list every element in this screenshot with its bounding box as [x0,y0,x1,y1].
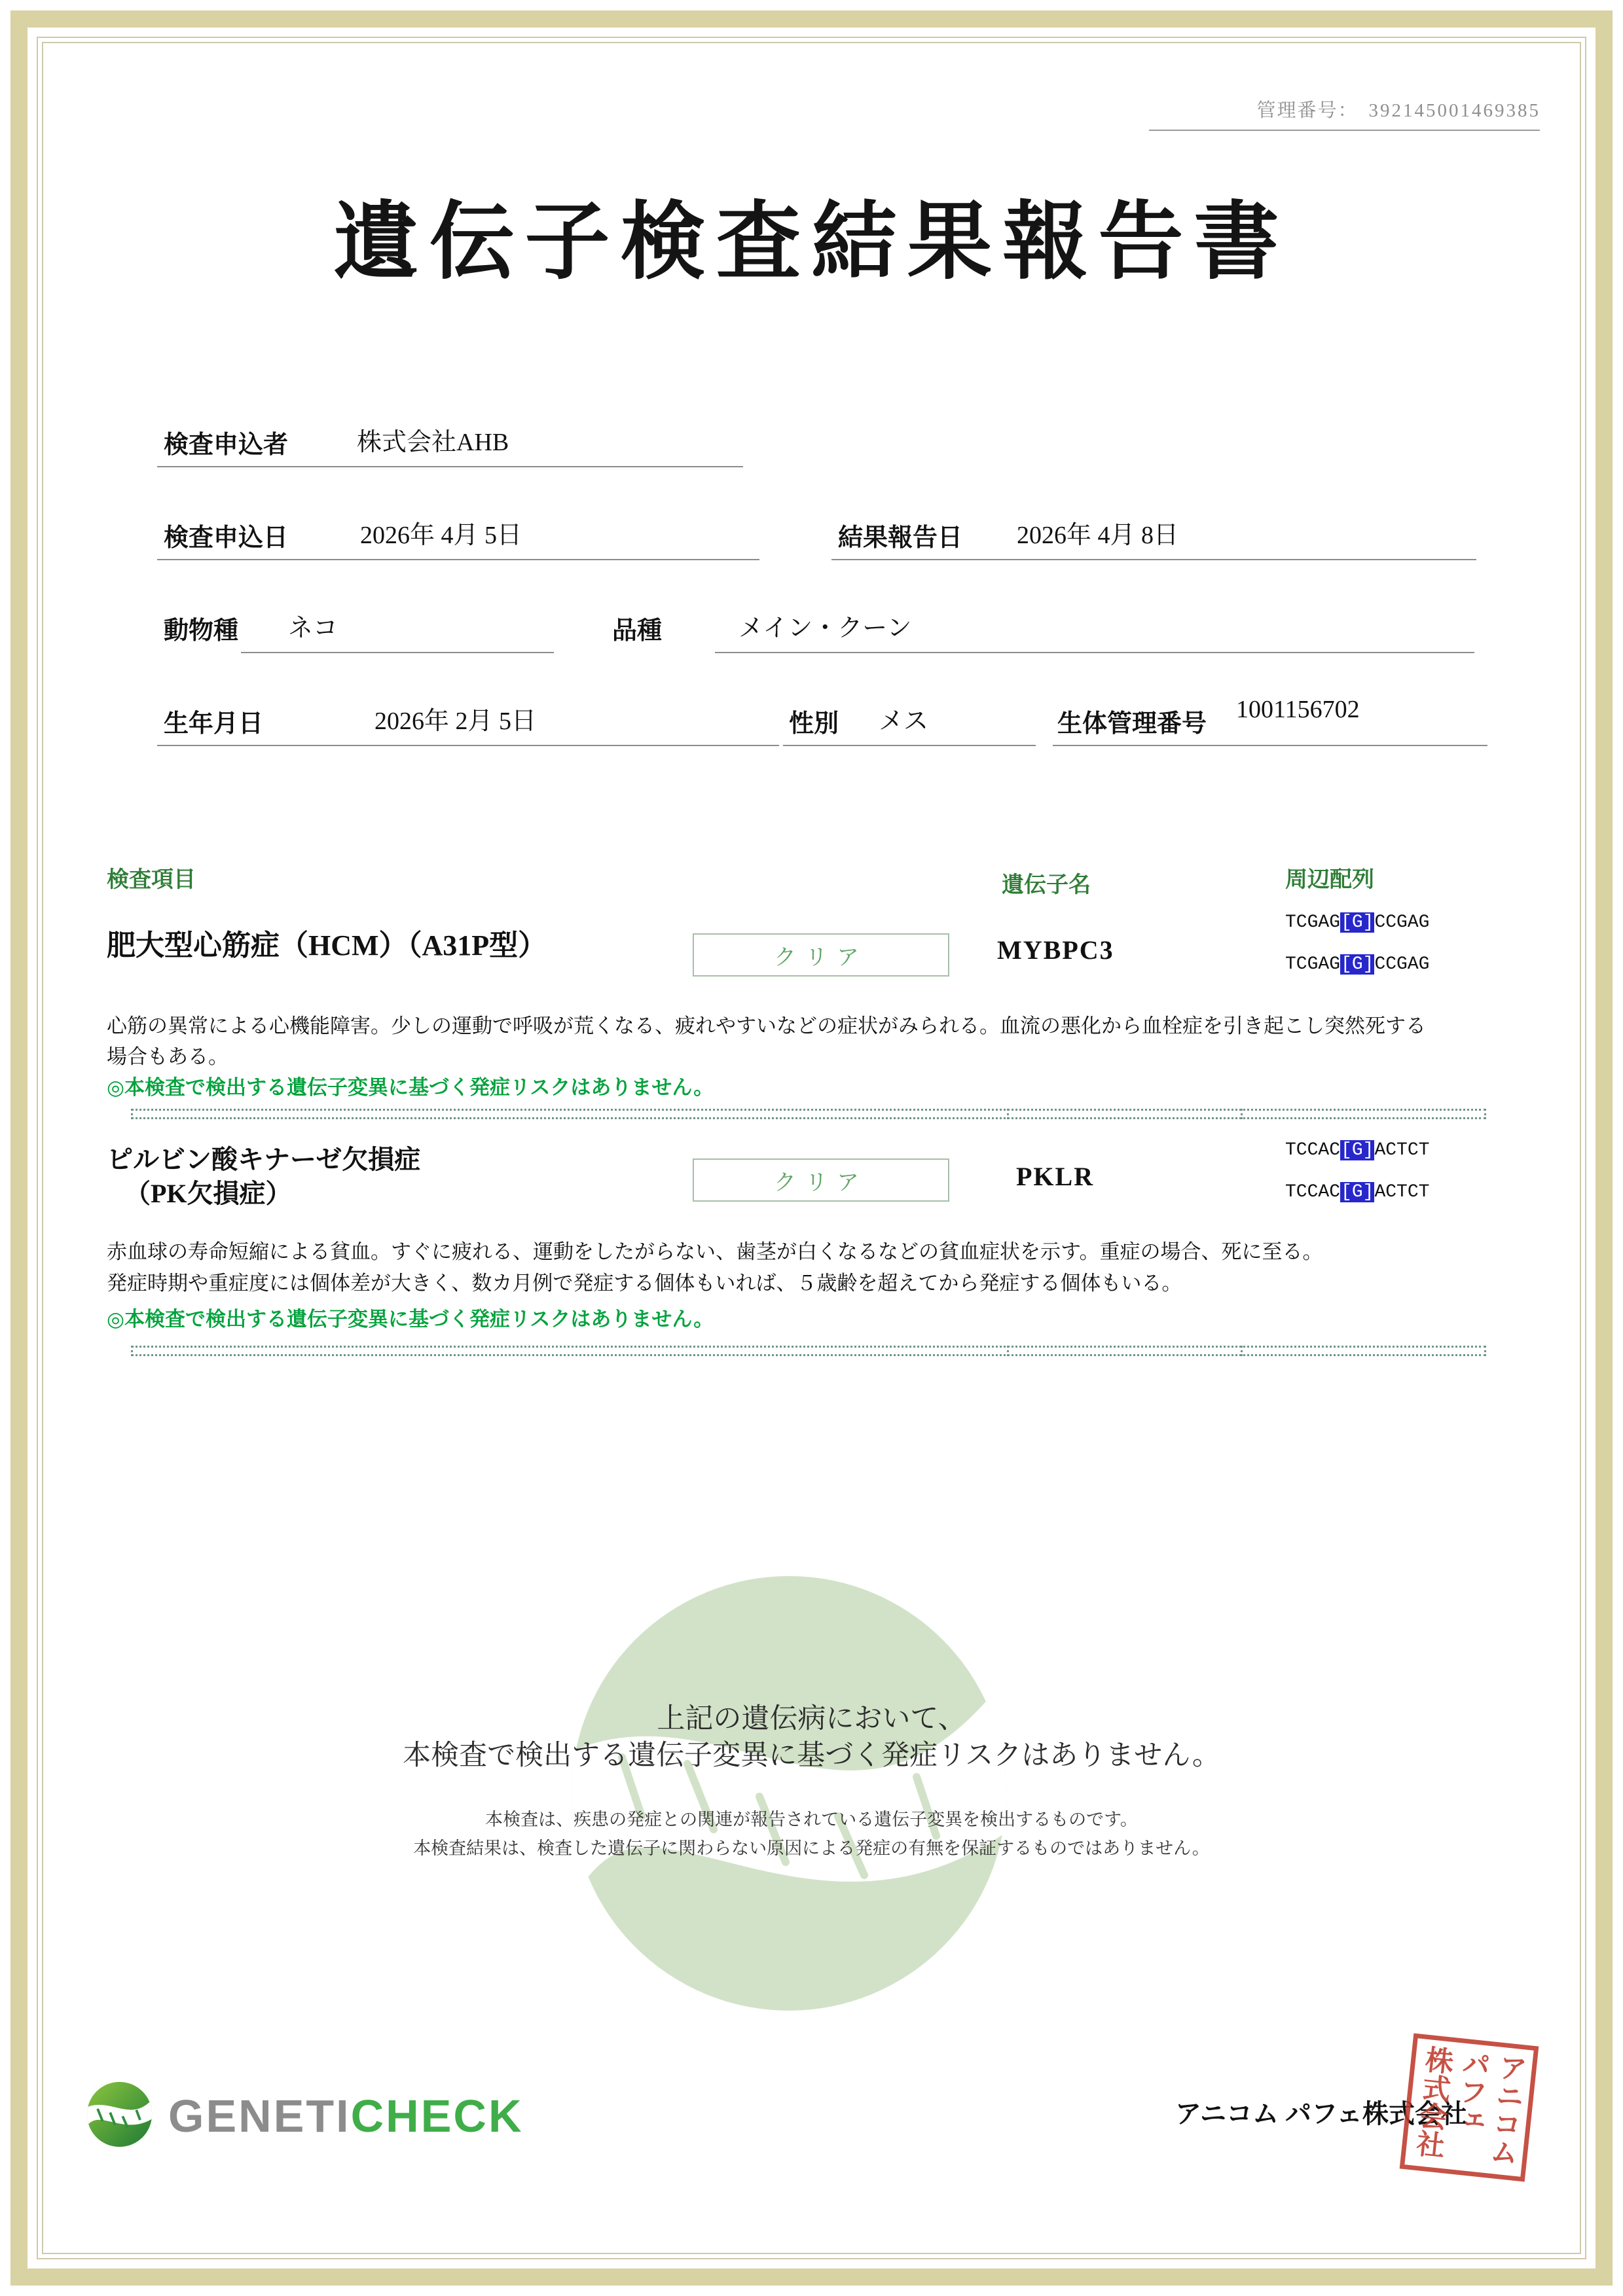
seal-text-col1: アニコム [1485,2051,1527,2167]
result-badge [693,1158,949,1202]
summary-note-1: 本検査は、疾患の発症との関連が報告されている遺伝子変異を検出するものです。 [485,1810,1138,1829]
dotted-separator [131,1346,1486,1356]
dotted-separator [131,1109,1486,1119]
birth-date-underline [157,745,779,746]
breed-label: 品種 [612,617,663,645]
logo-text-geneti: GENETI [168,2090,351,2142]
birth-date-label: 生年月日 [164,710,264,738]
test-item-name-line2: （PK欠損症） [124,1179,292,1208]
sequence-variant: [G] [1341,1140,1374,1160]
report-date-label: 結果報告日 [838,524,963,552]
summary-line-1: 上記の遺伝病において、 [657,1703,966,1734]
control-number-label: 管理番号： [1256,100,1359,121]
dna-globe-watermark-icon [560,1564,1018,2026]
result-badge-label: クリア [774,944,868,970]
control-number-underline [1149,130,1540,131]
breed-underline [715,652,1474,653]
item-description-line: 発症時期や重症度には個体差が大きく、数カ月例で発症する個体もいれば、５歳齢を超えてから発症する個体もいる。 [107,1272,1182,1295]
results-gene-header: 遺伝子名 [1002,873,1091,897]
applicant-label: 検査申込者 [164,431,289,459]
separator-tick [1241,1346,1243,1356]
sequence-line [1285,954,1429,975]
sequence-suffix: CCGAG [1374,912,1430,933]
animal-id-value: 1001156702 [1236,696,1360,723]
sequence-suffix: ACTCT [1374,1182,1430,1202]
report-date-underline [831,559,1476,560]
summary-line-2: 本検査で検出する遺伝子変異に基づく発症リスクはありません。 [403,1740,1220,1771]
sequence-suffix: CCGAG [1374,954,1430,975]
animal-id-underline [1053,745,1487,746]
separator-tick [1007,1346,1009,1356]
report-title: 遺伝子検査結果報告書 [333,196,1290,290]
applicant-underline [157,466,743,467]
species-label: 動物種 [164,617,239,645]
sequence-prefix: TCGAG [1285,912,1341,933]
sequence-line [1285,912,1429,933]
test-item-name: ピルビン酸キナーゼ欠損症 [107,1145,421,1174]
risk-note: ◎本検査で検出する遺伝子変異に基づく発症リスクはありません。 [107,1308,714,1331]
sex-underline [783,745,1036,746]
sex-label: 性別 [789,710,839,738]
seal-text-col2: パフェ [1451,2048,1491,2136]
sequence-prefix: TCCAC [1285,1182,1341,1202]
geneticheck-logo [85,2080,524,2152]
dna-globe-logo-icon [85,2080,154,2152]
sequence-prefix: TCGAG [1285,954,1341,975]
result-badge [693,933,949,977]
sequence-prefix: TCCAC [1285,1140,1341,1160]
results-item-header: 検査項目 [107,868,196,892]
species-underline [241,652,554,653]
results-sequence-header: 周辺配列 [1285,868,1374,892]
applicant-value: 株式会社AHB [357,429,509,456]
sequence-variant: [G] [1341,1182,1374,1202]
apply-date-underline [157,559,759,560]
gene-name: PKLR [1016,1162,1095,1191]
report-date-value: 2026年 4月 8日 [1017,522,1179,549]
apply-date-label: 検査申込日 [164,524,289,552]
control-number-value: 392145001469385 [1368,100,1541,121]
item-description-line: 赤血球の寿命短縮による貧血。すぐに疲れる、運動をしたがらない、歯茎が白くなるなどの貧血症状を示す。重症の場合、死に至る。 [107,1240,1323,1263]
company-seal [1400,2034,1539,2182]
gene-name: MYBPC3 [997,935,1114,965]
sequence-line [1285,1140,1429,1160]
separator-tick [1241,1109,1243,1119]
test-item-name: 肥大型心筋症（HCM）（A31P型） [107,929,547,961]
summary-note-2: 本検査結果は、検査した遺伝子に関わらない原因による発症の有無を保証するものではありません。 [413,1839,1210,1858]
species-value: ネコ [288,615,338,642]
sex-value: メス [879,708,929,735]
control-number [1256,96,1541,122]
item-description-line: 心筋の異常による心機能障害。少しの運動で呼吸が荒くなる、疲れやすいなどの症状がみられる。血流の悪化から血栓症を引き起こし突然死する [107,1014,1426,1037]
separator-tick [1007,1109,1009,1119]
sequence-variant: [G] [1341,912,1374,933]
logo-wordmark [168,2090,524,2142]
logo-text-check: CHECK [350,2090,524,2142]
animal-id-label: 生体管理番号 [1057,710,1207,738]
item-description-line: 場合もある。 [107,1045,228,1068]
risk-note: ◎本検査で検出する遺伝子変異に基づく発症リスクはありません。 [107,1076,714,1099]
apply-date-value: 2026年 4月 5日 [360,522,522,549]
sequence-line [1285,1182,1429,1202]
seal-text-col3: 株式会社 [1411,2044,1454,2160]
birth-date-value: 2026年 2月 5日 [374,708,537,735]
company-name: アニコム パフェ株式会社 [1175,2099,1467,2128]
sequence-variant: [G] [1341,954,1374,975]
sequence-suffix: ACTCT [1374,1140,1430,1160]
breed-value: メイン・クーン [739,615,912,642]
result-badge-label: クリア [774,1170,868,1195]
